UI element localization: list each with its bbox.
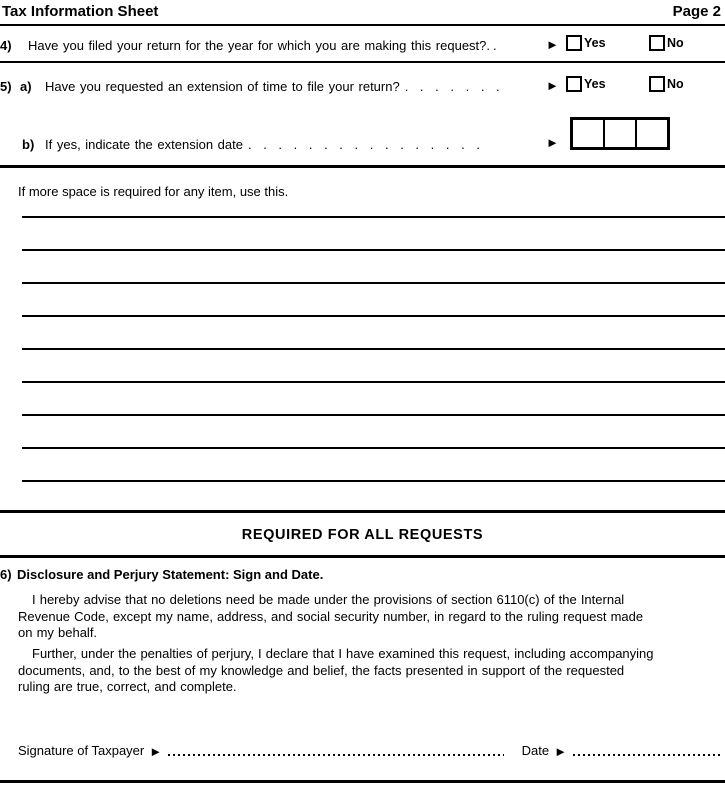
extension-date-box[interactable] bbox=[570, 117, 670, 150]
arrow-right-icon: ► bbox=[554, 744, 567, 759]
blank-writing-line[interactable] bbox=[22, 414, 725, 416]
blank-writing-line[interactable] bbox=[22, 216, 725, 218]
date-label: Date bbox=[521, 743, 550, 758]
q5a-yes-option[interactable] bbox=[566, 76, 606, 92]
q6-heading: Disclosure and Perjury Statement: Sign and Date. bbox=[17, 567, 324, 582]
divider-line bbox=[0, 165, 725, 168]
blank-writing-line[interactable] bbox=[22, 381, 725, 383]
signature-label: Signature of Taxpayer bbox=[18, 743, 145, 758]
q4-question-text: Have you filed your return for the year for which you are making this request?. bbox=[28, 38, 490, 53]
q4-yes-checkbox[interactable] bbox=[566, 35, 582, 51]
paragraph-line: I hereby advise that no deletions need be made under the provisions of section 6110(c) of the Internal bbox=[32, 592, 625, 607]
page-title: Tax Information Sheet bbox=[2, 3, 159, 20]
arrow-right-icon: ► bbox=[546, 78, 559, 93]
section-banner: REQUIRED FOR ALL REQUESTS bbox=[241, 527, 484, 543]
signature-input-line[interactable] bbox=[168, 746, 504, 756]
q4-no-label: No bbox=[667, 36, 684, 50]
q4-no-checkbox[interactable] bbox=[649, 35, 665, 51]
q5a-no-option[interactable] bbox=[649, 76, 684, 92]
q4-yes-label: Yes bbox=[584, 36, 606, 50]
date-input-line[interactable] bbox=[573, 746, 721, 756]
blank-writing-line[interactable] bbox=[22, 282, 725, 284]
arrow-right-icon: ► bbox=[546, 135, 559, 150]
q5-number: 5) bbox=[0, 79, 12, 94]
q5a-dot-leader: . . . . . . . bbox=[404, 79, 501, 94]
q5a-no-label: No bbox=[667, 77, 684, 91]
blank-writing-line[interactable] bbox=[22, 315, 725, 317]
q5a-question-text: Have you requested an extension of time to file your return? bbox=[45, 79, 400, 94]
blank-writing-line[interactable] bbox=[22, 348, 725, 350]
q5a-question bbox=[45, 79, 555, 94]
q5a-yes-checkbox[interactable] bbox=[566, 76, 582, 92]
divider-line bbox=[0, 555, 725, 558]
q5b-letter: b) bbox=[22, 137, 35, 152]
blank-writing-line[interactable] bbox=[22, 480, 725, 482]
divider-line bbox=[0, 780, 725, 783]
signature-row bbox=[18, 743, 721, 758]
paragraph-line: Revenue Code, except my name, address, and social security number, in regard to the ruling request made bbox=[18, 608, 644, 624]
q4-no-option[interactable] bbox=[649, 35, 684, 51]
extension-date-cell[interactable] bbox=[637, 120, 667, 147]
blank-writing-line[interactable] bbox=[22, 249, 725, 251]
q5b-dot-leader: . . . . . . . . . . . . . . . . bbox=[247, 137, 481, 152]
q5a-letter: a) bbox=[20, 79, 32, 94]
more-space-instruction: If more space is required for any item, use this. bbox=[18, 184, 289, 199]
q5b-question-text: If yes, indicate the extension date bbox=[45, 137, 243, 152]
page-number: Page 2 bbox=[672, 3, 721, 20]
q5a-no-checkbox[interactable] bbox=[649, 76, 665, 92]
paragraph-line: documents, and, to the best of my knowledge and belief, the facts presented in support of the requested bbox=[18, 662, 625, 678]
paragraph-line: on my behalf. bbox=[18, 625, 98, 640]
divider-line bbox=[0, 61, 725, 63]
q6-number: 6) bbox=[0, 567, 12, 582]
perjury-paragraph-1 bbox=[18, 592, 714, 642]
blank-writing-line[interactable] bbox=[22, 447, 725, 449]
q4-question bbox=[28, 38, 538, 53]
perjury-paragraph-2 bbox=[18, 646, 714, 696]
extension-date-cell[interactable] bbox=[605, 120, 637, 147]
paragraph-line: Further, under the penalties of perjury, I declare that I have examined this request, including accompanying bbox=[32, 646, 654, 661]
q4-yes-option[interactable] bbox=[566, 35, 606, 51]
divider-line bbox=[0, 24, 725, 26]
arrow-right-icon: ► bbox=[546, 37, 559, 52]
q4-dot-leader: . bbox=[493, 38, 498, 53]
paragraph-line: ruling are true, correct, and complete. bbox=[18, 679, 237, 694]
q4-number: 4) bbox=[0, 38, 12, 53]
extension-date-cell[interactable] bbox=[573, 120, 605, 147]
divider-line bbox=[0, 510, 725, 513]
q5b-question bbox=[45, 137, 555, 152]
q5a-yes-label: Yes bbox=[584, 77, 606, 91]
arrow-right-icon: ► bbox=[149, 744, 163, 759]
